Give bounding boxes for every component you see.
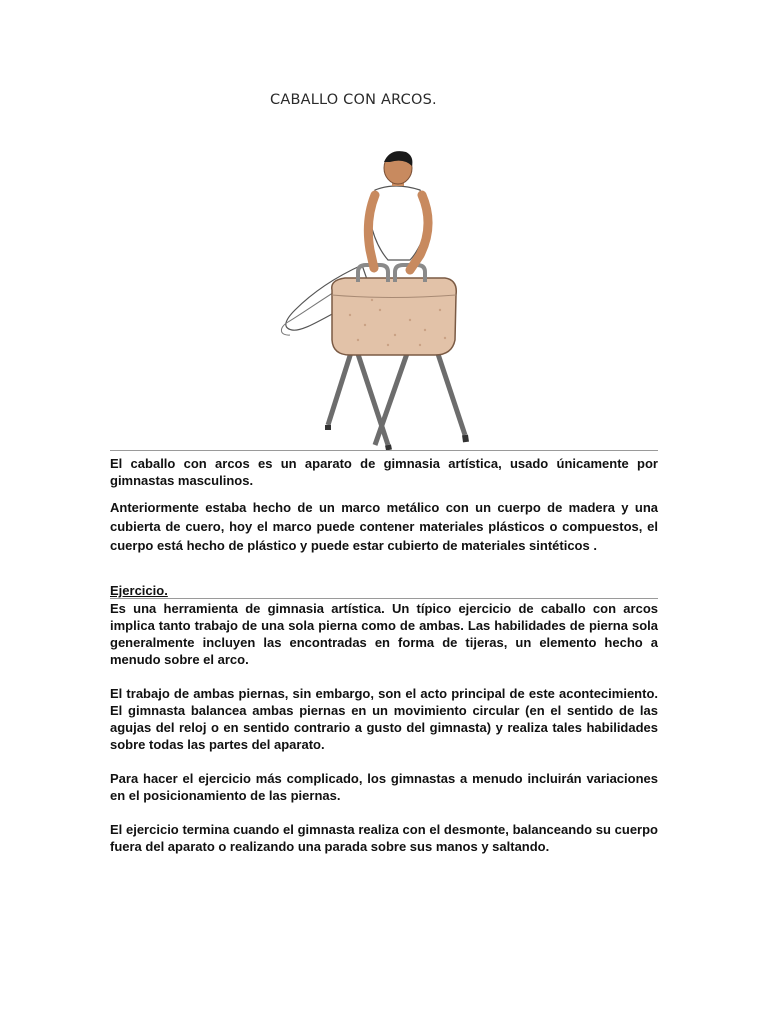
exercise-paragraph: El ejercicio termina cuando el gimnasta realiza con el desmonte, balanceando su cuerpo fuera del aparato o realizando una parada sobre sus manos y saltando. bbox=[110, 822, 658, 854]
section-heading-text: Ejercicio. bbox=[110, 583, 168, 598]
intro-text-1: El caballo con arcos es un aparato de gimnasia artística, usado únicamente por gimnastas masculinos. bbox=[110, 456, 658, 488]
page-title: CABALLO CON ARCOS. bbox=[270, 92, 437, 108]
intro-text-2: Anteriormente estaba hecho de un marco metálico con un cuerpo de madera y una cubierta de cuero, hoy el marco puede contener materiales plásticos o compuestos, el cuerpo está hecho de plástico y puede estar cubierto de materiales sintéticos . bbox=[110, 500, 658, 553]
exercise-paragraph: Es una herramienta de gimnasia artística. Un típico ejercicio de caballo con arcos implica tanto trabajo de una sola pierna como de ambas. Las habilidades de pierna sola generalmente incluyen las encontradas en forma de tijeras, un elemento hecho a menudo sobre el arco. bbox=[110, 601, 658, 667]
top-divider bbox=[110, 450, 658, 451]
section-divider bbox=[110, 598, 658, 599]
section-heading bbox=[110, 583, 658, 598]
gymnast-pommel-horse-icon bbox=[270, 150, 500, 450]
exercise-paragraph: Para hacer el ejercicio más complicado, los gimnastas a menudo incluirán variaciones en el posicionamiento de las piernas. bbox=[110, 771, 658, 803]
intro-paragraph-1 bbox=[110, 455, 658, 489]
exercise-paragraph: El trabajo de ambas piernas, sin embargo, son el acto principal de este acontecimiento. El gimnasta balancea ambas piernas en un movimiento circular (en el sentido de las agujas del reloj o en sentido contrario a gusto del gimnasta) y realiza tales habilidades sobre todas las partes del aparato. bbox=[110, 686, 658, 752]
exercise-paragraphs bbox=[110, 600, 658, 855]
intro-paragraph-2 bbox=[110, 498, 658, 555]
